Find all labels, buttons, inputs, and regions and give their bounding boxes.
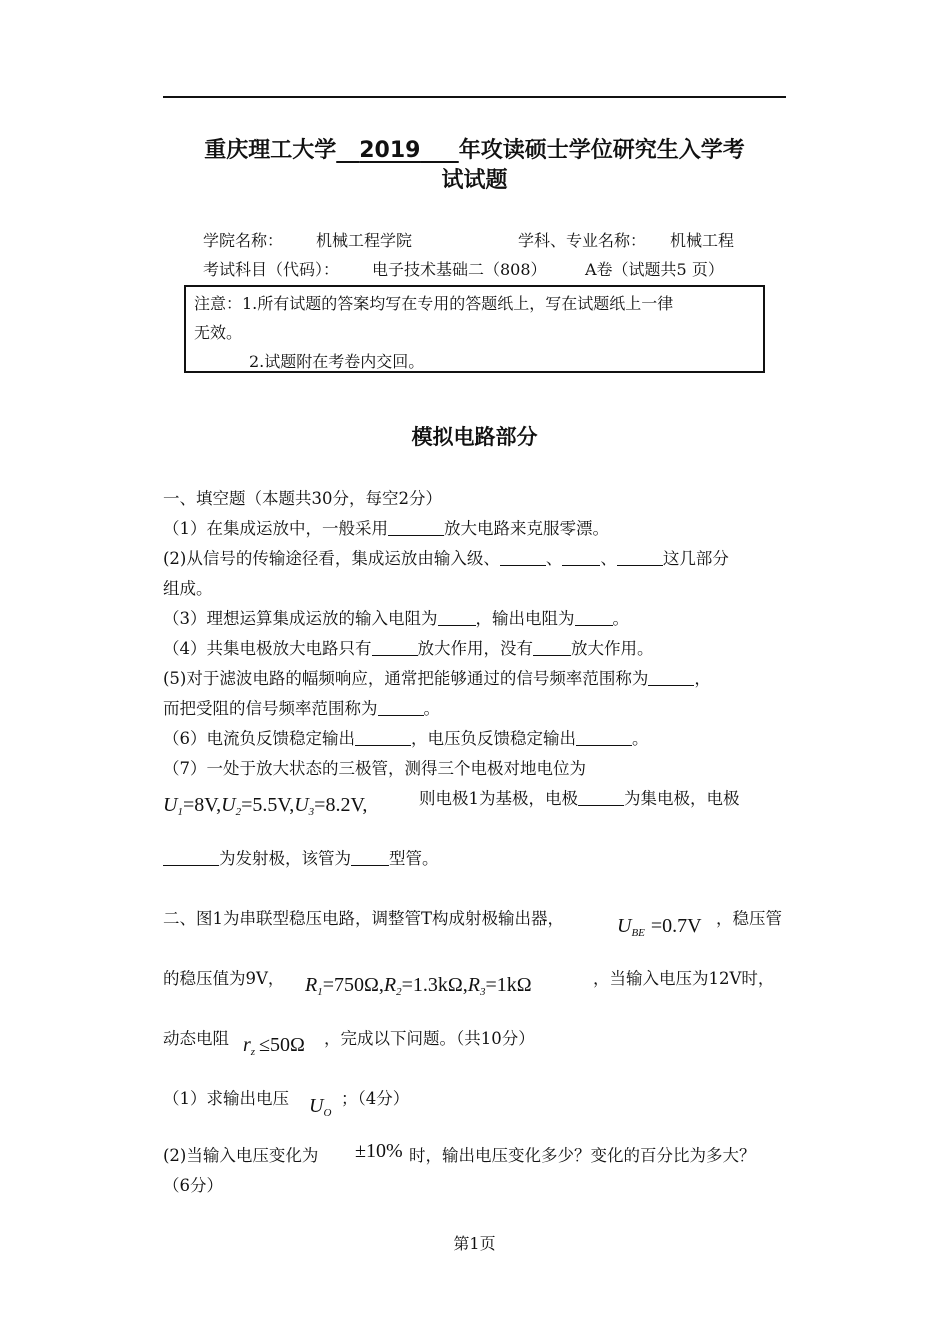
- question-7-cont: 为发射极，该管为 型管。: [163, 845, 439, 869]
- notice-line-3: 2.试题附在考卷内交回。: [249, 352, 425, 371]
- notice-line-1: 注意：1.所有试题的答案均写在专用的答题纸上，写在试题纸上一律: [194, 294, 674, 313]
- ube-formula: $U_{BE} =0.7V$: [617, 915, 702, 939]
- question-6: （6）电流负反馈稳定输出 ，电压负反馈稳定输出 。: [163, 729, 649, 748]
- pm-formula: ±10%: [355, 1140, 403, 1162]
- answer-blank: [648, 669, 694, 687]
- answer-blank: [351, 849, 389, 867]
- rz-formula: $r_z \le 50\Omega$: [243, 1034, 305, 1058]
- answer-blank: [617, 549, 663, 567]
- school-value: 机械工程学院: [316, 231, 413, 250]
- question-5: (5)对于滤波电路的幅频响应，通常把能够通过的信号频率范围称为 ，: [163, 669, 711, 688]
- notice-line-2: 无效。: [194, 323, 243, 342]
- section-title: 模拟电路部分: [411, 425, 538, 449]
- part2-q2-start: (2)当输入电压变化为: [163, 1146, 319, 1165]
- q7-potentials-formula: $U_1=8V,U_2=5.5V,U_3=8.2V$,: [163, 794, 368, 818]
- part2-q1-end: ；（4分）: [341, 1089, 410, 1108]
- subject-value: 电子技术基础二（808）: [372, 260, 547, 279]
- uo-formula: $U_O$: [309, 1095, 332, 1119]
- question-2: (2)从信号的传输途径看，集成运放由输入级、 、 、 这几部分: [163, 549, 729, 568]
- answer-blank: [438, 609, 476, 627]
- exam-title-line2: 试试题: [441, 168, 508, 193]
- answer-blank: [355, 729, 411, 747]
- part2-q1-start: （1）求输出电压: [163, 1089, 289, 1108]
- question-1: （1）在集成运放中，一般采用 放大电路来克服零漂。: [163, 519, 609, 538]
- part2-intro-end: ，稳压管: [716, 909, 782, 928]
- answer-blank: [533, 639, 571, 657]
- top-rule: [163, 96, 786, 98]
- part2-line2-start: 的稳压值为9V，: [163, 969, 285, 988]
- part2-intro: 二、图1为串联型稳压电路，调整管T构成射极输出器，: [163, 909, 565, 928]
- part2-q2-cont: （6分）: [163, 1176, 223, 1195]
- part2-line3-end: ，完成以下问题。（共10分）: [324, 1029, 535, 1048]
- paper-info: A卷（试题共5 页）: [585, 260, 724, 279]
- major-value: 机械工程: [670, 231, 735, 250]
- major-label: 学科、专业名称：: [518, 231, 647, 250]
- notice-box: [184, 285, 765, 373]
- exam-year: 2019: [359, 138, 421, 163]
- answer-blank: [575, 609, 613, 627]
- answer-blank: [378, 699, 424, 717]
- answer-blank: [163, 849, 219, 867]
- question-4: （4）共集电极放大电路只有 放大作用，没有 放大作用。: [163, 639, 654, 658]
- page-footer: 第1页: [453, 1234, 496, 1253]
- answer-blank: [500, 549, 546, 567]
- question-2-cont: 组成。: [163, 579, 213, 598]
- answer-blank: [388, 519, 444, 537]
- part2-line3-start: 动态电阻: [163, 1029, 229, 1048]
- resistors-formula: $R_1=750\Omega,R_2=1.3k\Omega,R_3=1k\Omega$: [305, 974, 532, 998]
- part1-heading: 一、填空题（本题共30分，每空2分）: [163, 489, 442, 508]
- answer-blank: [562, 549, 600, 567]
- answer-blank: [578, 789, 624, 807]
- question-7-text: 则电极1为基极，电极 为集电极，电极: [419, 789, 740, 808]
- answer-blank: [372, 639, 418, 657]
- part2-q2-end: 时，输出电压变化多少？变化的百分比为多大？: [409, 1146, 756, 1165]
- question-7: （7）一处于放大状态的三极管，测得三个电极对地电位为: [163, 759, 586, 778]
- part2-line2-end: ，当输入电压为12V时，: [593, 969, 775, 988]
- question-5-cont: 而把受阻的信号频率范围称为 。: [163, 699, 440, 718]
- answer-blank: [576, 729, 632, 747]
- school-label: 学院名称：: [203, 231, 284, 250]
- question-3: （3）理想运算集成运放的输入电阻为 ，输出电阻为 。: [163, 609, 629, 628]
- exam-title: 重庆理工大学 2019 年攻读硕士学位研究生入学考: [204, 138, 745, 163]
- subject-label: 考试科目（代码）：: [203, 260, 340, 279]
